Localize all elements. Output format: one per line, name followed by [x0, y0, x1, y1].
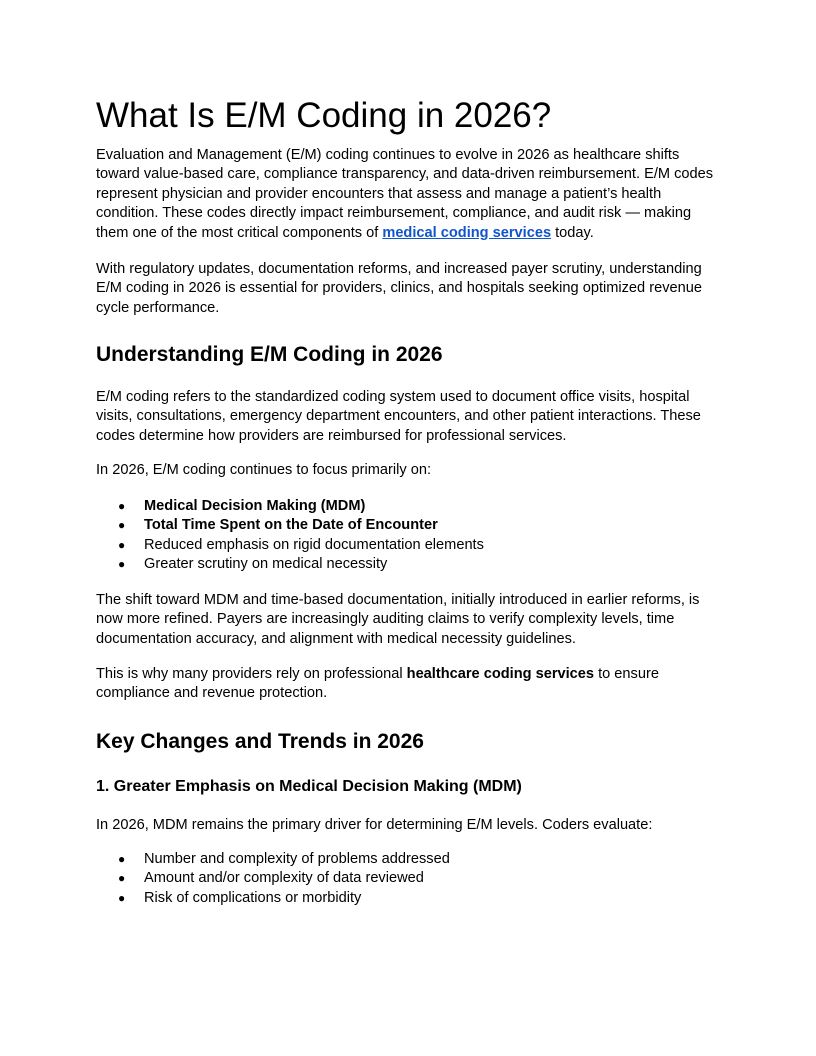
intro-text: Evaluation and Management (E/M) coding continues to evolve in 2026 as healthcare shifts toward value-based care, compliance transparency, and data-driven reimbursement. E/M codes represent physician and provider encounters that assess and manage a patient’s health condition. These codes directly impact reimbursement, compliance, and audit risk — making them one of the most critical components of	[96, 147, 714, 241]
bullet-icon: ●	[118, 852, 126, 866]
list-item	[96, 516, 720, 535]
bullet-icon: ●	[118, 871, 126, 886]
understanding-paragraph-4	[96, 665, 720, 704]
subheading-mdm: 1. Greater Emphasis on Medical Decision Making (MDM)	[96, 778, 522, 795]
page-title: What Is E/M Coding in 2026?	[96, 96, 552, 135]
understanding-paragraph-1: E/M coding refers to the standardized coding system used to document office visits, hospital visits, consultations, emergency department encounters, and other patient interactions. These codes determine how providers are reimbursed for professional services.	[96, 389, 701, 444]
list-item-text: Number and complexity of problems addressed	[144, 851, 450, 867]
intro-paragraph-1	[96, 146, 720, 243]
list-item	[96, 850, 720, 869]
bullet-icon: ●	[118, 557, 126, 572]
list-item-text: Risk of complications or morbidity	[144, 889, 362, 906]
intro-text-end: today.	[551, 224, 594, 241]
bullet-icon: ●	[118, 499, 126, 513]
mdm-paragraph: In 2026, MDM remains the primary driver for determining E/M levels. Coders evaluate:	[96, 817, 653, 833]
medical-coding-services-link[interactable]: medical coding services	[382, 224, 552, 241]
list-item	[96, 536, 720, 555]
list-item-text: Reduced emphasis on rigid documentation elements	[144, 536, 484, 553]
understanding-paragraph-2: In 2026, E/M coding continues to focus primarily on:	[96, 462, 432, 478]
list-item-text: Total Time Spent on the Date of Encounter	[144, 517, 438, 534]
list-item-text: Greater scrutiny on medical necessity	[144, 556, 388, 573]
bullet-icon: ●	[118, 890, 126, 905]
p4-text-end: to ensure compliance and revenue protection.	[96, 666, 659, 702]
section-heading-changes: Key Changes and Trends in 2026	[96, 730, 424, 753]
understanding-paragraph-3: The shift toward MDM and time-based documentation, initially introduced in earlier reforms, is now more refined. Payers are increasingly auditing claims to verify complexity levels, time documentation accuracy, and alignment with medical necessity guidelines.	[96, 592, 700, 647]
healthcare-coding-services-text: healthcare coding services	[406, 666, 595, 682]
list-item-text: Medical Decision Making (MDM)	[144, 498, 366, 514]
list-item	[96, 889, 720, 908]
p4-text: This is why many providers rely on professional	[96, 666, 407, 682]
bullet-icon: ●	[118, 537, 126, 552]
list-item	[96, 869, 720, 888]
list-item	[96, 555, 720, 574]
list-item	[96, 497, 720, 516]
intro-paragraph-2: With regulatory updates, documentation reforms, and increased payer scrutiny, understanding E/M coding in 2026 is essential for providers, clinics, and hospitals seeking optimized revenue cycle performance.	[96, 261, 702, 316]
section-heading-understanding: Understanding E/M Coding in 2026	[96, 343, 443, 366]
focus-list	[96, 497, 720, 575]
mdm-list	[96, 850, 720, 908]
list-item-text: Amount and/or complexity of data reviewed	[144, 870, 424, 887]
bullet-icon: ●	[118, 518, 126, 533]
